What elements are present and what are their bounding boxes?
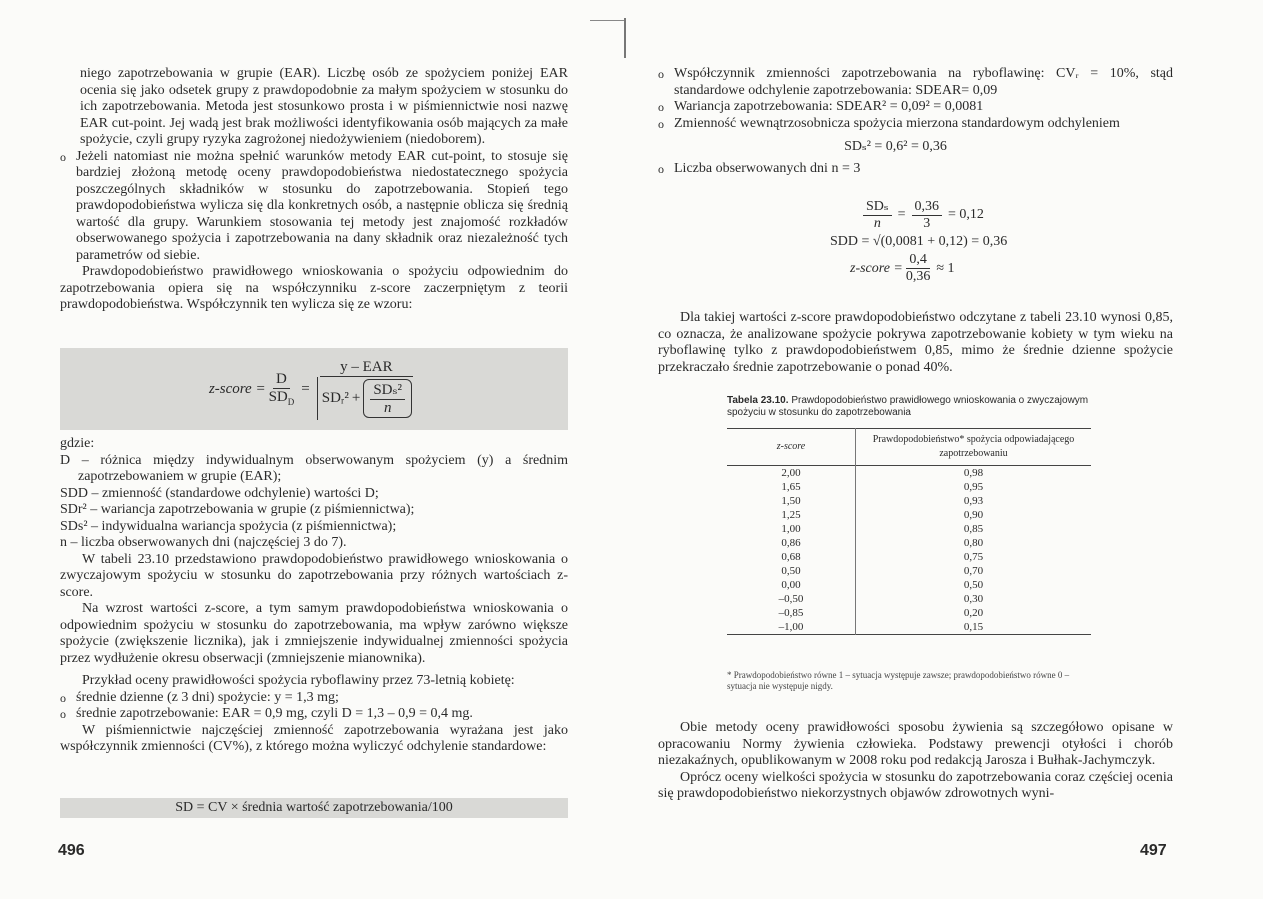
col-header-zscore: z-score [727, 429, 856, 466]
definition: SDD – zmienność (standardowe odchylenie) wartości D; [60, 485, 379, 501]
bullet-item: o Liczba obserwowanych dni n = 3 [658, 161, 1173, 178]
table-row [727, 522, 1091, 536]
table-caption: Tabela 23.10. Prawdopodobieństwo prawidłowego wnioskowania o zwyczajowym spożyciu w stosunku do zapotrzebowania [727, 395, 1089, 418]
table-row [727, 550, 1091, 564]
table-row [727, 536, 1091, 550]
definition: n – liczba obserwowanych dni (najczęściej 3 do 7). [60, 535, 347, 550]
table-row [727, 564, 1091, 578]
cell-zscore: 0,68 [727, 550, 856, 564]
formula-den [317, 377, 416, 420]
cell-probability: 0,15 [963, 621, 984, 633]
definition: D – różnica między indywidualnym obserwowanym spożyciem (y) a średnim zapotrzebowaniem w grupie (EAR); [60, 452, 568, 484]
table-row [727, 466, 1091, 481]
col-header-prob: Prawdopodobieństwo* spożycia odpowiadającego zapotrzebowaniu [872, 434, 1075, 459]
equation-sdd: SDD = √(0,0081 + 0,12) = 0,36 [830, 234, 1008, 249]
table-footnote: * Prawdopodobieństwo równe 1 – sytuacja występuje zawsze; prawdopodobieństwo równe 0 – sytuacja nie występuje nigdy. [727, 670, 1070, 691]
formula-sdr: SDᵣ² [321, 389, 349, 406]
bullet-item: o średnie zapotrzebowanie: EAR = 0,9 mg, czyli D = 1,3 – 0,9 = 0,4 mg. [60, 706, 568, 723]
gdzie-label: gdzie: [60, 436, 95, 451]
cell-probability: 0,95 [963, 481, 984, 493]
cell-probability: 0,93 [963, 495, 984, 507]
table-row [727, 578, 1091, 592]
definition: SDr² – wariancja zapotrzebowania w grupie (z piśmiennictwa); [60, 502, 415, 517]
table-row [727, 592, 1091, 606]
left-text-top [60, 66, 568, 314]
z-score-formula-box [60, 348, 568, 430]
formula-frac-main [317, 359, 416, 420]
right-text-top [658, 66, 1173, 178]
cell-zscore: 1,65 [727, 480, 856, 494]
right-paragraph [658, 310, 1173, 376]
formula-num: y – EAR [320, 359, 413, 377]
cell-probability: 0,70 [963, 565, 984, 577]
paragraph: Dla takiej wartości z-score prawdopodobieństwo odczytane z tabeli 23.10 wynosi 0,85, co oznacza, że analizowane spożycie pokrywa zapotrzebowanie kobiety w tym wieku na ryboflawinę tylko z prawdopodobieństwem 0,85, mimo że średnie dzienne spożycie przekraczało średnie zapotrzebowanie o ponad 40%. [658, 310, 1173, 375]
definition: SDs² – indywidualna wariancja spożycia (z piśmiennictwa); [60, 518, 397, 534]
cell-zscore: 0,00 [727, 578, 856, 592]
cell-zscore: –0,85 [727, 606, 856, 620]
paragraph: Obie metody oceny prawidłowości sposobu żywienia są szczegółowo opisane w opracowaniu Normy żywienia człowieka. Podstawy prewencji otyłości i chorób niezakaźnych, opublikowanym w 2008 roku pod redakcją Jarosza i Bułhak-Jachymczyk. [658, 720, 1173, 768]
cell-zscore: 0,50 [727, 564, 856, 578]
bullet-item: o Wariancja zapotrzebowania: SDEAR² = 0,09² = 0,0081 [658, 99, 1173, 116]
right-equations [830, 198, 1030, 285]
paragraph: Na wzrost wartości z-score, a tym samym prawdopodobieństwa wnioskowania o odpowiednim spożyciu w stosunku do zapotrzebowania, ma wpływ zarówno większe spożycie (zwiększenie licznika), jak i zmniejszenie indywidualnej zmienności spożycia przez wydłużenie okresu obserwacji (zmniejszenie mianownika). [60, 601, 568, 666]
data-table [727, 428, 1091, 635]
page-number: 497 [1140, 842, 1167, 859]
cell-probability: 0,30 [963, 593, 984, 605]
paragraph: Oprócz oceny wielkości spożycia w stosunku do zapotrzebowania coraz częściej ocenia się prawdopodobieństwo niekorzystnych objawów zdrowotnych wyni- [658, 769, 1173, 801]
formula-bracket [363, 379, 412, 418]
formula-d: D [273, 371, 290, 389]
bullet-paragraph: o Jeżeli natomiast nie można spełnić warunków metody EAR cut-point, to stosuje się bardziej złożoną metodę oceny prawdopodobieństwa niedostatecznego spożycia poszczególnych składników w stosunku do zapotrzebowania. Stopień tego prawdopodobieństwa wylicza się dla konkretnych osób, a następnie oblicza się średnią wartość dla grupy. Warunkiem stosowania tej metody jest znajomość rozkładów obserwowanego spożycia i zapotrzebowania na dany składnik oraz niezależność tych parametrów od siebie. [60, 149, 568, 265]
right-text-bottom [658, 720, 1173, 803]
equation-z-score: z-score = $\frac{0,4}{0,36}$ ≈ 1 [850, 252, 955, 284]
cell-probability: 0,50 [963, 579, 984, 591]
cell-zscore: 1,50 [727, 494, 856, 508]
cell-probability: 0,85 [963, 523, 984, 535]
cell-zscore: –0,50 [727, 592, 856, 606]
cell-probability: 0,98 [963, 467, 984, 479]
page-number: 496 [58, 842, 85, 859]
formula-lhs: z-score = [208, 380, 266, 397]
equation-sd-over-n: $\frac{\text{SDₛ}}{n}$ = $\frac{0,36}{3}$ = 0,12 [830, 198, 1030, 232]
sd-formula-box: SD = CV × średnia wartość zapotrzebowania/100 [60, 798, 568, 818]
left-text-mid [60, 436, 568, 756]
table-row [727, 620, 1091, 635]
cell-probability: 0,20 [963, 607, 984, 619]
formula-n: n [383, 399, 392, 416]
paragraph: Prawdopodobieństwo prawidłowego wnioskowania o spożyciu odpowiednim do zapotrzebowania opiera się na współczynniku z-score zaczerpniętym z teorii prawdopodobieństwa. Współczynnik ten wylicza się ze wzoru: [60, 264, 568, 312]
formula-frac-d [269, 371, 295, 407]
bullet-item: o Zmienność wewnątrzosobnicza spożycia mierzona standardowym odchyleniem [658, 116, 1173, 133]
formula-eq: = [301, 380, 310, 397]
cell-probability: 0,75 [963, 551, 984, 563]
table-row [727, 480, 1091, 494]
bullet-item: o średnie dzienne (z 3 dni) spożycie: y = 1,3 mg; [60, 690, 568, 707]
paragraph: W piśmiennictwie najczęściej zmienność zapotrzebowania wyrażana jest jako współczynnik zmienności (CV%), z którego można wyliczyć odchylenie standardowe: [60, 722, 568, 754]
formula-sds: SDₛ² [370, 380, 405, 400]
formula-sdd: $SD_D$ [268, 389, 295, 407]
right-page [630, 0, 1263, 899]
paragraph: Przykład oceny prawidłowości spożycia ryboflawiny przez 73-letnią kobietę: [82, 673, 515, 688]
left-page [0, 0, 625, 899]
paragraph: W tabeli 23.10 przedstawiono prawdopodobieństwo prawidłowego wnioskowania o zwyczajowym spożyciu w stosunku do zapotrzebowania przy różnych wartościach z-score. [60, 551, 568, 600]
cell-zscore: 1,25 [727, 508, 856, 522]
table-row [727, 508, 1091, 522]
cell-probability: 0,90 [963, 509, 984, 521]
bullet-item: o Współczynnik zmienności zapotrzebowania na ryboflawinę: CVᵣ = 10%, stąd standardowe odchylenie zapotrzebowania: SDEAR= 0,09 [658, 66, 1173, 99]
table-23-10 [727, 428, 1091, 635]
cell-zscore: 1,00 [727, 522, 856, 536]
table-row [727, 606, 1091, 620]
cell-probability: 0,80 [963, 537, 984, 549]
cell-zscore: 2,00 [727, 466, 856, 481]
cell-zscore: –1,00 [727, 620, 856, 635]
formula-plus: + [351, 389, 361, 406]
table-row [727, 494, 1091, 508]
paragraph: niego zapotrzebowania w grupie (EAR). Liczbę osób ze spożyciem poniżej EAR ocenia się jako odsetek grupy z prawdopodobnie za małym spożyciem w stosunku do ich zapotrzebowania. Metoda jest stosunkowo prosta i w piśmiennictwie nosi nazwę EAR cut-point. Jej wadą jest brak możliwości identyfikowania osób mających za małe spożycie, czyli grupy ryzyka zagrożonej niedożywieniem (niedoborem). [80, 66, 568, 147]
table-body [727, 466, 1091, 635]
equation-sds: SDₛ² = 0,6² = 0,36 [844, 139, 947, 154]
cell-zscore: 0,86 [727, 536, 856, 550]
